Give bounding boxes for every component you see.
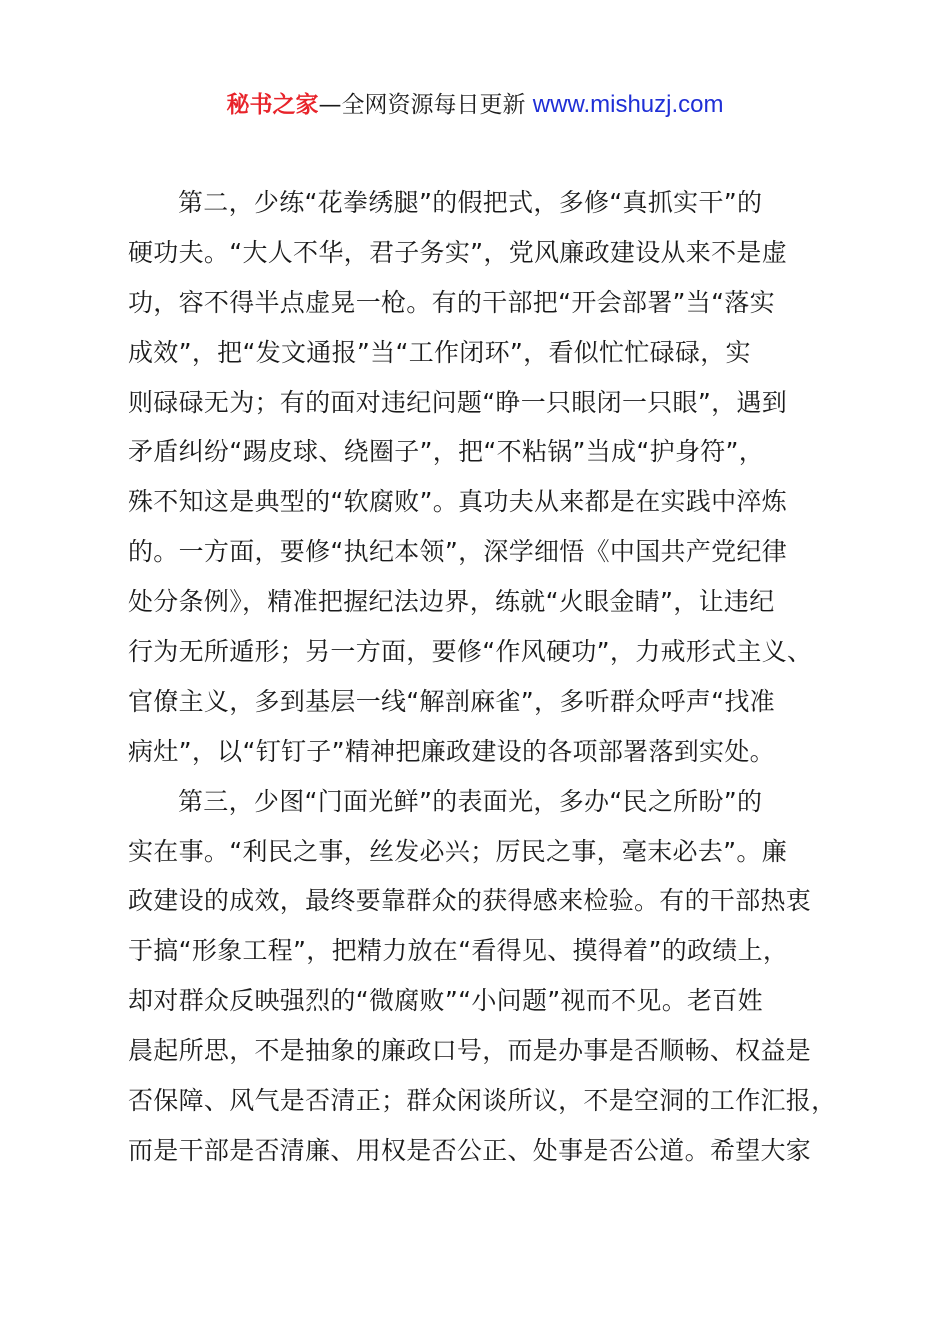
paragraph-line: 第二，少练“花拳绣腿”的假把式，多修“真抓实干”的 <box>178 188 763 217</box>
paragraph-line: 否保障、风气是否清正；群众闲谈所议，不是空洞的工作汇报， <box>128 1086 837 1116</box>
paragraph-line: 行为无所遁形；另一方面，要修“作风硬功”，力戒形式主义、 <box>128 637 813 667</box>
document-body <box>128 178 858 1176</box>
paragraph-line: 的。一方面，要修“执纪本领”，深学细悟《中国共产党纪律 <box>128 537 788 567</box>
page-header <box>0 88 950 122</box>
paragraph-line: 官僚主义，多到基层一线“解剖麻雀”，多听群众呼声“找准 <box>128 686 775 716</box>
paragraph-line: 处分条例》，精准把握纪法边界，练就“火眼金睛”，让违纪 <box>128 587 775 617</box>
site-url-link[interactable]: www.mishuzj.com <box>532 91 724 118</box>
paragraph-line: 矛盾纠纷“踢皮球、绕圈子”，把“不粘锅”当成“护身符”， <box>128 437 765 467</box>
paragraph-line: 病灶”，以“钉钉子”精神把廉政建设的各项部署落到实处。 <box>128 736 775 766</box>
paragraph-line: 则碌碌无为；有的面对违纪问题“睁一只眼闭一只眼”，遇到 <box>128 387 788 417</box>
paragraph-line: 晨起所思，不是抽象的廉政口号，而是办事是否顺畅、权益是 <box>128 1036 812 1066</box>
paragraph-line: 于搞“形象工程”，把精力放在“看得见、摸得着”的政绩上， <box>128 936 789 966</box>
brand-name: 秘书之家 <box>226 92 319 118</box>
paragraph-line: 而是干部是否清廉、用权是否公正、处事是否公道。希望大家 <box>128 1135 812 1165</box>
paragraph-line: 却对群众反映强烈的“微腐败”“小问题”视而不见。老百姓 <box>128 986 763 1016</box>
paragraph-line: 实在事。“利民之事，丝发必兴；厉民之事，毫末必去”。廉 <box>128 836 788 866</box>
header-tagline: —全网资源每日更新 <box>318 92 533 118</box>
paragraph-line: 成效”，把“发文通报”当“工作闭环”，看似忙忙碌碌，实 <box>128 337 751 367</box>
paragraph-line: 硬功夫。“大人不华，君子务实”，党风廉政建设从来不是虚 <box>128 237 788 267</box>
paragraph-line: 功，容不得半点虚晃一枪。有的干部把“开会部署”当“落实 <box>128 287 775 317</box>
paragraph-line: 政建设的成效，最终要靠群众的获得感来检验。有的干部热衷 <box>128 886 812 916</box>
paragraph-line: 第三，少图“门面光鲜”的表面光，多办“民之所盼”的 <box>178 786 763 816</box>
paragraph-line: 殊不知这是典型的“软腐败”。真功夫从来都是在实践中淬炼 <box>128 487 788 517</box>
